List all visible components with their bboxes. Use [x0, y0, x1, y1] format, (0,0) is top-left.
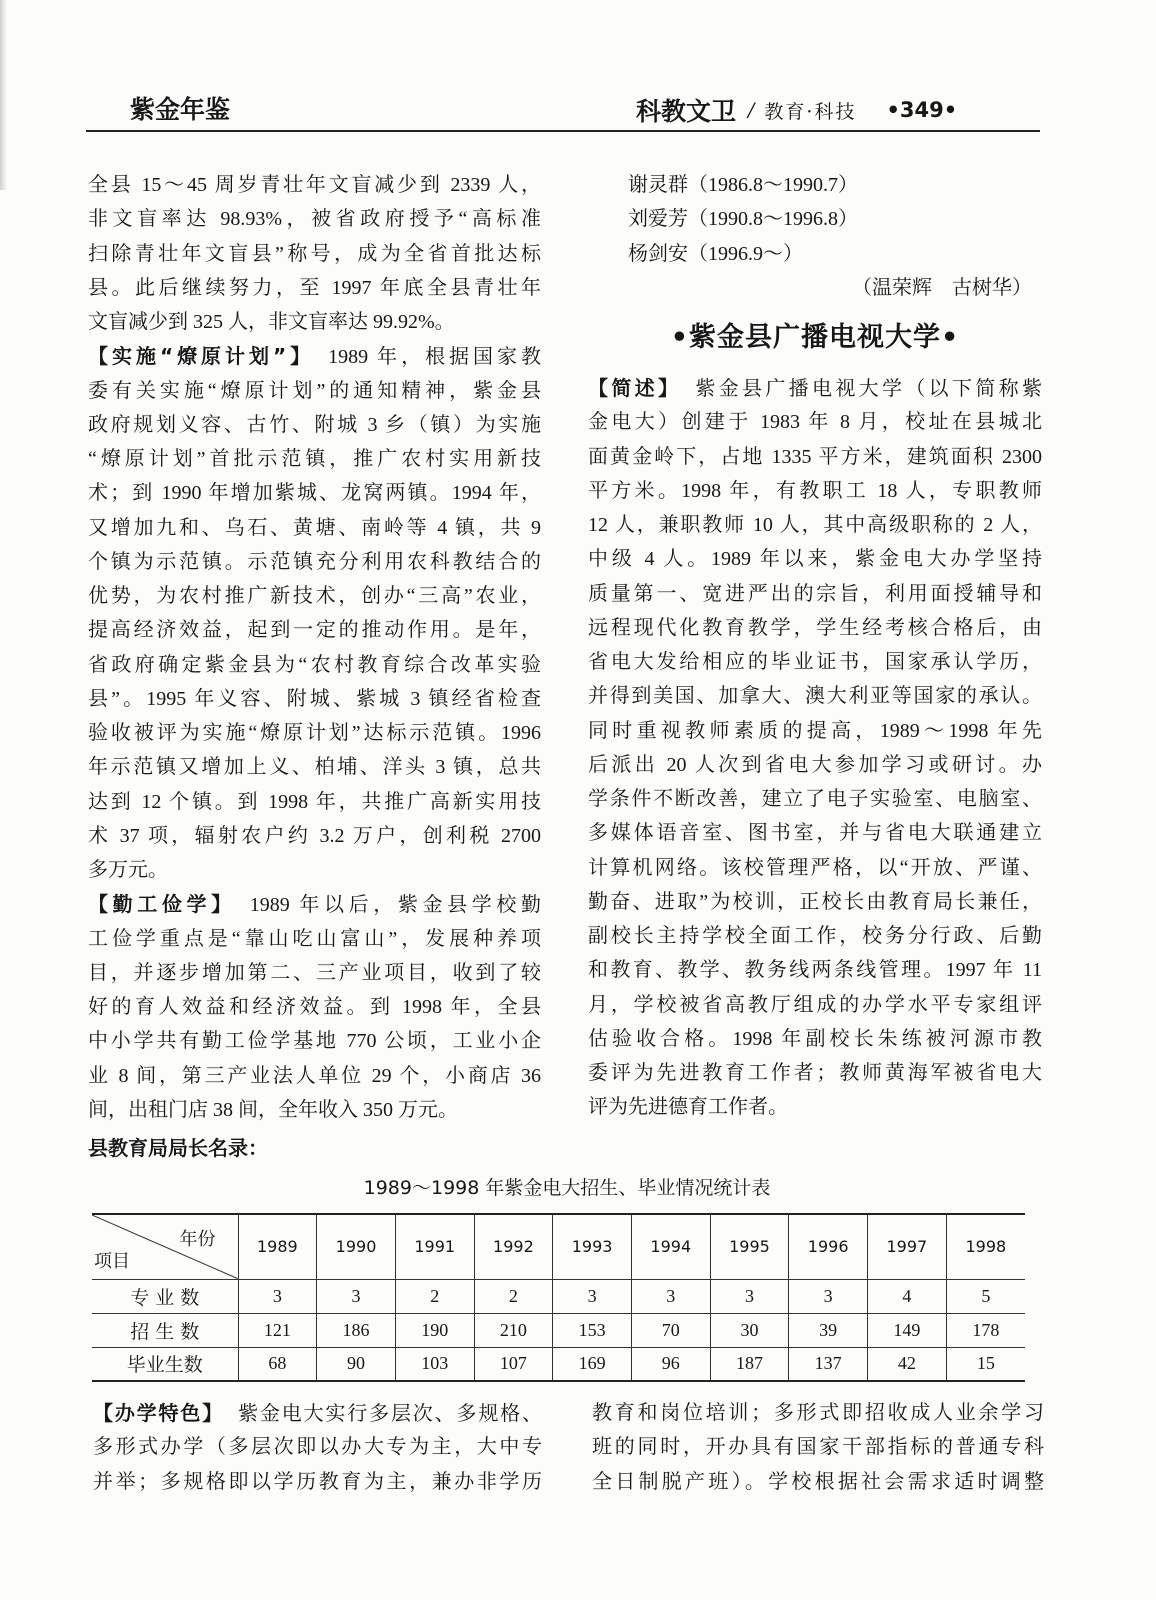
- table-cell: 5: [946, 1279, 1025, 1313]
- table-cell: 3: [631, 1279, 710, 1313]
- table-row: [92, 1279, 1025, 1313]
- text-line: 金电大）创建于 1983 年 8 月，校址在县城北: [588, 411, 1042, 434]
- table-cell: 187: [710, 1347, 789, 1381]
- text-run: 紫金县广播电视大学（以下简称紫: [695, 378, 1043, 400]
- paragraph: [88, 339, 541, 887]
- text-line: 远程现代化教育教学，学生经考核合格后，由: [588, 616, 1042, 639]
- table-cell: 121: [238, 1313, 317, 1347]
- table-cell: 15: [946, 1347, 1025, 1381]
- text-line: 政府规划义容、古竹、附城 3 乡（镇）为实施: [88, 413, 541, 436]
- year-header: 1989: [238, 1214, 317, 1279]
- year-header: 1996: [789, 1214, 868, 1279]
- table-cell: 190: [395, 1313, 474, 1347]
- table-row: [92, 1313, 1025, 1347]
- text-line: 文盲减少到 325 人，非文盲率达 99.92%。: [88, 311, 455, 333]
- table-cell: 68: [238, 1347, 317, 1381]
- text-line: 全县 15～45 周岁青壮年文盲减少到 2339 人，: [88, 174, 541, 196]
- section-lead: 【办学特色】: [93, 1401, 225, 1425]
- text-line: 教育和岗位培训；多形式即招收成人业余学习: [592, 1402, 1044, 1424]
- text-line: 估验收合格。1998 年副校长朱练被河源市教: [588, 1027, 1042, 1050]
- text-line: 提高经济效益，起到一定的推动作用。是年，: [88, 619, 541, 642]
- author-credit: （温荣辉 古树华）: [852, 276, 1032, 299]
- text-line: 中级 4 人。1989 年以来，紫金电大办学坚持: [588, 548, 1042, 571]
- table-cell: 3: [553, 1279, 632, 1313]
- text-line: 间，出租门店 38 间，全年收入 350 万元。: [88, 1098, 458, 1121]
- table-cell: 39: [789, 1313, 868, 1347]
- text-line: 术；到 1990 年增加紫城、龙窝两镇。1994 年，: [88, 482, 541, 505]
- header-separator: /: [748, 99, 755, 121]
- table-cell: 2: [395, 1279, 474, 1313]
- table-corner-cell: [92, 1214, 238, 1279]
- year-header: 1992: [474, 1214, 553, 1279]
- left-paragraphs: [88, 168, 541, 1127]
- text-line: 勤奋、进取”为校训，正校长由教育局长兼任，: [588, 890, 1042, 913]
- left-column: [88, 168, 541, 1165]
- book-title: 紫金年鉴: [130, 95, 231, 124]
- text-line: 县。此后继续努力，至 1997 年底全县青壮年: [88, 276, 541, 299]
- text-line: 计算机网络。该校管理严格，以“开放、严谨、: [588, 856, 1042, 879]
- director-entry: 杨剑安（1996.9～）: [628, 242, 803, 265]
- year-header: 1994: [631, 1214, 710, 1279]
- text-line: 好的育人效益和经济效益。到 1998 年，全县: [88, 996, 541, 1018]
- table-cell: 70: [631, 1313, 710, 1347]
- text-line: 多媒体语音室、图书室，并与省电大联通建立: [588, 822, 1042, 845]
- section-lead: 【勤工俭学】: [88, 892, 236, 917]
- table-cell: 169: [553, 1347, 632, 1381]
- table-cell: 4: [868, 1279, 947, 1313]
- text-line: [88, 339, 541, 373]
- text-line: 年示范镇又增加上义、柏埔、洋头 3 镇，总共: [88, 756, 541, 779]
- table-cell: 107: [474, 1347, 553, 1381]
- text-line: 县”。1995 年义容、附城、紫城 3 镇经省检查: [88, 687, 541, 710]
- table-body: [92, 1279, 1025, 1381]
- text-line: 又增加九和、乌石、黄塘、南岭等 4 镇，共 9: [88, 516, 541, 539]
- year-header: 1998: [946, 1214, 1025, 1279]
- text-run: 1989 年，根据国家教: [328, 346, 542, 369]
- text-line: 省政府确定紫金县为“农村教育综合改革实验: [88, 653, 541, 676]
- text-run: 紫金电大实行多层次、多规格、: [238, 1403, 543, 1425]
- director-entry: 刘爱芳（1990.8～1996.8）: [628, 208, 858, 231]
- text-line: 面黄金岭下，占地 1335 平方米，建筑面积 2300: [588, 445, 1042, 468]
- header-right: [636, 93, 957, 127]
- table-cell: 103: [395, 1347, 474, 1381]
- text-line: [588, 371, 1042, 405]
- section-title: 科教文卫: [636, 97, 737, 126]
- table-cell: 3: [710, 1279, 789, 1313]
- corner-column-header: 年份: [179, 1229, 216, 1250]
- text-line: 并举；多规格即以学历教育为主，兼办非学历: [93, 1470, 542, 1493]
- paragraph: [88, 168, 541, 339]
- text-line: 评为先进德育工作者。: [588, 1096, 788, 1119]
- table-cell: 3: [238, 1279, 317, 1313]
- year-header: 1993: [553, 1214, 632, 1279]
- right-column: [588, 168, 1042, 1125]
- subsection-title: 教育·科技: [764, 100, 857, 123]
- text-line: 并得到美国、加拿大、澳大利亚等国家的承认。: [588, 685, 1042, 708]
- year-header: 1997: [868, 1214, 947, 1279]
- text-line: 班的同时，开办具有国家干部指标的普通专科: [592, 1436, 1044, 1459]
- text-line: [88, 887, 541, 921]
- text-line: [93, 1396, 542, 1430]
- table-cell: 3: [789, 1279, 868, 1313]
- text-line: 中小学共有勤工俭学基地 770 公顷，工业小企: [88, 1030, 541, 1053]
- director-entry: 谢灵群（1986.8～1990.7）: [628, 174, 858, 196]
- section-lead: 【实施“燎原计划”】: [88, 344, 315, 369]
- text-line: 委有关实施“燎原计划”的通知精神，紫金县: [88, 379, 541, 402]
- text-line: 目，并逐步增加第二、三产业项目，收到了较: [88, 961, 541, 984]
- text-line: 月，学校被省高教厅组成的办学水平专家组评: [588, 993, 1042, 1016]
- table-cell: 2: [474, 1279, 553, 1313]
- text-line: 12 人，兼职教师 10 人，其中高级职称的 2 人，: [588, 514, 1042, 536]
- table-cell: 90: [317, 1347, 396, 1381]
- table-row: [92, 1347, 1025, 1381]
- table-cell: 3: [317, 1279, 396, 1313]
- text-line: 学条件不断改善，建立了电子实验室、电脑室、: [588, 788, 1042, 810]
- paragraph: [88, 887, 541, 1127]
- text-line: 扫除青壮年文盲县”称号，成为全省首批达标: [88, 242, 541, 265]
- table-title: 1989～1998 年紫金电大招生、毕业情况统计表: [363, 1177, 771, 1199]
- text-line: 验收被评为实施“燎原计划”达标示范镇。1996: [88, 722, 541, 744]
- row-label: 招 生 数: [130, 1320, 200, 1343]
- text-line: “燎原计划”首批示范镇，推广农村实用新技: [88, 448, 541, 470]
- table-cell: 210: [474, 1313, 553, 1347]
- text-line: 同时重视教师素质的提高，1989～1998 年先: [588, 719, 1042, 742]
- year-header: 1991: [395, 1214, 474, 1279]
- text-line: 多形式办学（多层次即以办大专为主，大中专: [93, 1436, 542, 1459]
- text-line: 多万元。: [88, 859, 168, 881]
- table-cell: 96: [631, 1347, 710, 1381]
- text-line: 省电大发给相应的毕业证书，国家承认学历，: [588, 651, 1042, 673]
- table-cell: 153: [553, 1313, 632, 1347]
- text-line: 非文盲率达 98.93%，被省政府授予“高标准: [88, 208, 541, 231]
- text-line: 业 8 间，第三产业法人单位 29 个，小商店 36: [88, 1064, 541, 1087]
- corner-row-header: 项目: [94, 1250, 130, 1272]
- row-label: 专 业 数: [130, 1286, 200, 1309]
- page-number: •349•: [886, 98, 958, 122]
- text-line: 术 37 项，辐射农户约 3.2 万户，创利税 2700: [88, 824, 541, 847]
- text-line: 后派出 20 人次到省电大参加学习或研讨。办: [588, 753, 1042, 776]
- text-line: 达到 12 个镇。到 1998 年，共推广高新实用技: [88, 790, 541, 813]
- text-line: 工俭学重点是“靠山吃山富山”，发展种养项: [88, 927, 541, 950]
- table-cell: 186: [317, 1313, 396, 1347]
- text-line: 和教育、教学、教务线两条线管理。1997 年 11: [588, 959, 1042, 982]
- features-right-column: [592, 1396, 1044, 1499]
- section-lead: 【简述】: [588, 376, 682, 400]
- scan-edge-shadow: [0, 0, 7, 190]
- year-header: 1990: [317, 1214, 396, 1279]
- text-line: 个镇为示范镇。示范镇充分利用农科教结合的: [88, 550, 541, 573]
- table-cell: 30: [710, 1313, 789, 1347]
- director-list-title: 县教育局局长名录：: [88, 1136, 268, 1160]
- table-cell: 149: [868, 1313, 947, 1347]
- table-cell: 178: [946, 1313, 1025, 1347]
- text-line: 优势，为农村推广新技术，创办“三高”农业，: [88, 585, 541, 607]
- text-line: 副校长主持学校全面工作，校务分行政、后勤: [588, 925, 1042, 947]
- row-label: 毕业生数: [126, 1354, 203, 1377]
- text-line: 委评为先进教育工作者；教师黄海军被省电大: [588, 1062, 1042, 1084]
- enrollment-table: [92, 1213, 1025, 1382]
- features-left-column: [93, 1396, 542, 1499]
- section-heading: •紫金县广播电视大学•: [670, 322, 960, 353]
- table-cell: 137: [789, 1347, 868, 1381]
- text-line: 全日制脱产班）。学校根据社会需求适时调整: [592, 1470, 1044, 1493]
- director-list: [588, 168, 1042, 271]
- header-rule: [86, 130, 1040, 132]
- text-run: 1989 年以后，紫金县学校勤: [249, 894, 541, 917]
- year-header: 1995: [710, 1214, 789, 1279]
- text-line: 平方米。1998 年，有教职工 18 人，专职教师: [588, 479, 1042, 502]
- text-line: 质量第一、宽进严出的宗旨，利用面授辅导和: [588, 582, 1042, 605]
- table-header-row: [92, 1214, 1025, 1279]
- overview-paragraph: [588, 371, 1042, 1125]
- table-cell: 42: [868, 1347, 947, 1381]
